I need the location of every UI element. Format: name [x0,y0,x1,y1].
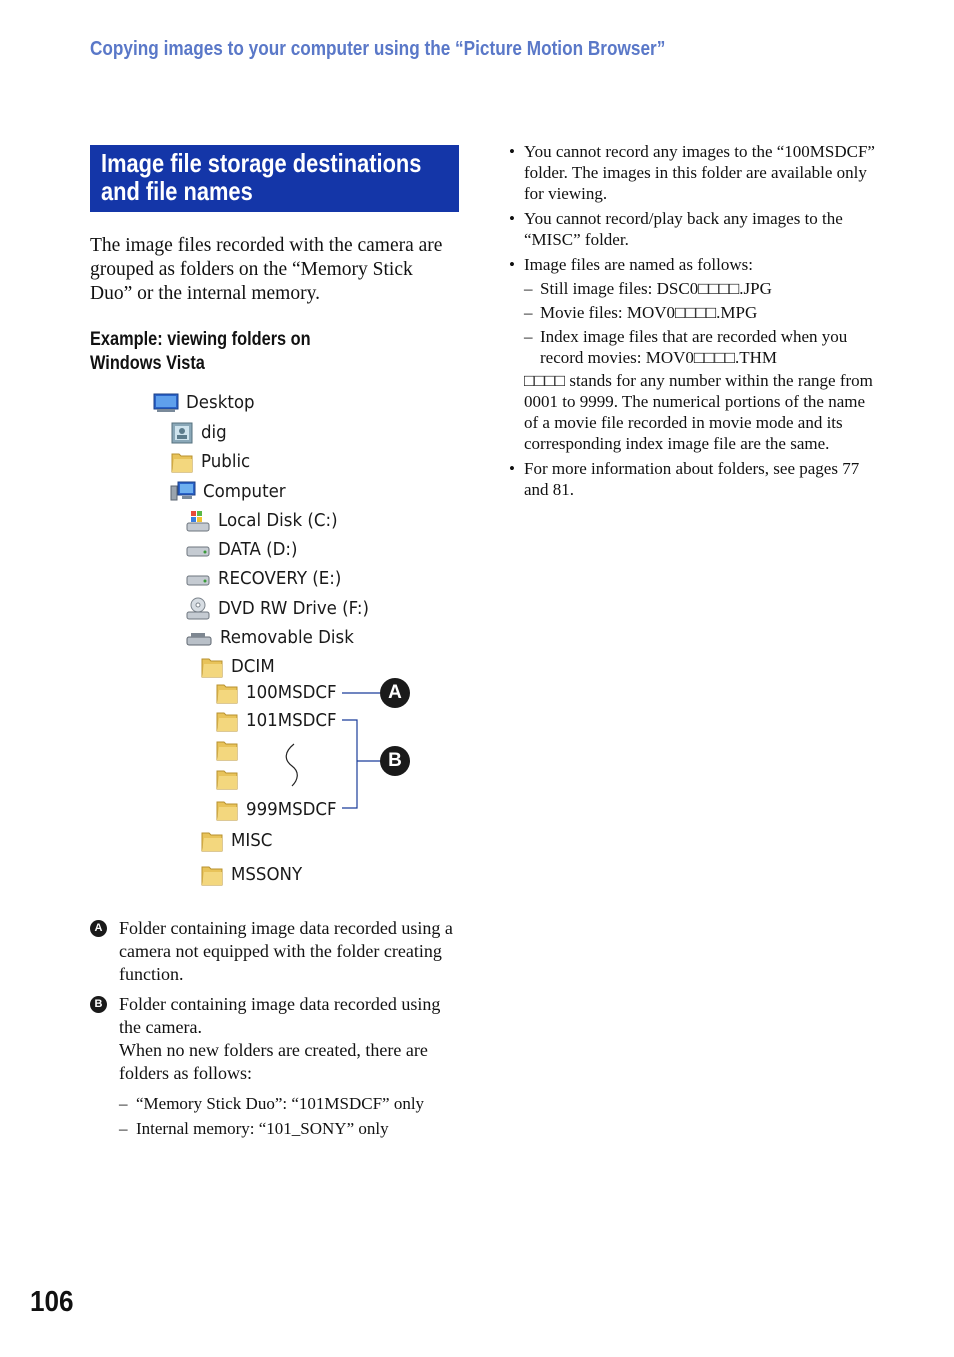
tree-label-recovery: RECOVERY (E:) [218,569,342,589]
note-bullet-3: • Image files are named as follows: [508,254,878,275]
legend-b-text1: Folder containing image data recorded using the camera. [119,994,441,1037]
tree-label-101msdcf: 101MSDCF [246,711,337,731]
tree-label-999msdcf: 999MSDCF [246,800,337,820]
legend-b-mark: B [90,996,107,1013]
legend-b-item2: – Internal memory: “101_SONY” only [119,1116,462,1141]
running-head: Copying images to your computer using the “Picture Motion Browser” [90,38,666,60]
note-bullet-2: • You cannot record/play back any images to the “MISC” folder. [508,208,878,250]
tree-label-misc: MISC [231,831,273,851]
note-sub-2: – Movie files: MOV0□□□□.MPG [508,302,878,323]
legend-a [90,917,462,986]
example-heading-line1: Example: viewing folders on [90,329,311,350]
legend-b-list [119,1091,462,1141]
tree-label-computer: Computer [203,482,286,502]
legend-a-text: Folder containing image data recorded using a camera not equipped with the folder creating function. [119,918,453,984]
note-sub-1: – Still image files: DSC0□□□□.JPG [508,278,878,299]
callout-b: B [380,746,410,776]
page-number: 106 [30,1286,74,1318]
tree-label-dig: dig [201,423,227,443]
tree-label-100msdcf: 100MSDCF [246,683,337,703]
note-bullet-1: • You cannot record any images to the “100MSDCF” folder. The images in this folder are available only for viewing. [508,141,878,204]
ellipsis-squiggle [286,744,297,786]
note-bullet-4: • For more information about folders, see pages 77 and 81. [508,458,878,500]
tree-label-dvd: DVD RW Drive (F:) [218,599,370,619]
tree-label-public: Public [201,452,251,472]
tree-label-desktop: Desktop [186,393,255,413]
right-column-notes [508,141,878,504]
example-heading-line2: Windows Vista [90,353,205,374]
note-sub-3: – Index image files that are recorded when you record movies: MOV0□□□□.THM [508,326,878,368]
tree-label-mssony: MSSONY [231,865,303,885]
legend-b [90,993,462,1141]
section-title-line1: Image file storage destinations [101,148,422,178]
callout-a: A [380,678,410,708]
tree-label-dcim: DCIM [231,657,275,677]
tree-label-data-drive: DATA (D:) [218,540,298,560]
tree-label-removable: Removable Disk [220,628,354,648]
legend-b-item1: – “Memory Stick Duo”: “101MSDCF” only [119,1091,462,1116]
note-number-explanation: □□□□ stands for any number within the range from 0001 to 9999. The numerical portions of the name of a movie file recorded in movie mode and its corresponding index image file are the same. [524,371,873,453]
legend-b-text2: When no new folders are created, there are folders as follows: [119,1040,428,1083]
section-title-line2: and file names [101,176,253,206]
intro-paragraph: The image files recorded with the camera are grouped as folders on the “Memory Stick Duo” or the internal memory. [90,235,443,304]
tree-label-local-disk: Local Disk (C:) [218,511,338,531]
legend-a-mark: A [90,920,107,937]
